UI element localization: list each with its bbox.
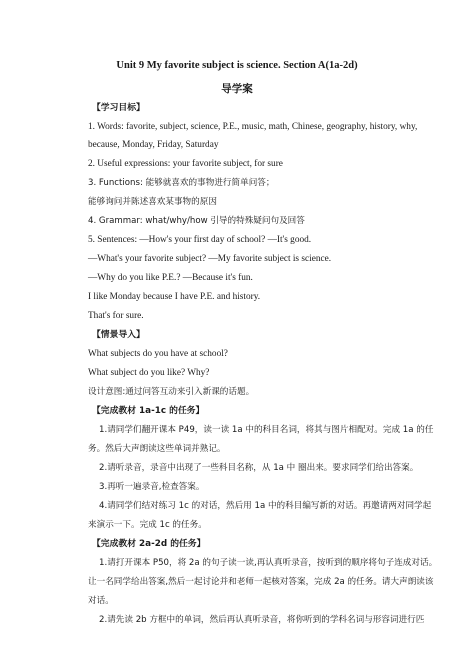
text-line: 2. Useful expressions: your favorite subject, for sure (88, 159, 283, 169)
text-line: 2.请先读 2b 方框中的单词，然后再认真听录音，将你听到的学科名词与形容词进行匹 (99, 615, 425, 625)
text-line: 4. Grammar: what/why/how 引导的特殊疑问句及回答 (88, 216, 305, 226)
text-line: 对话。 (88, 596, 114, 606)
text-line: 5. Sentences: —How's your first day of school? —It's good. (88, 235, 312, 245)
document-title: Unit 9 My favorite subject is science. Section A(1a-2d) (116, 60, 358, 71)
text-line: 1.请同学们翻开课本 P49，读一读 1a 中的科目名词，将其与图片相配对。完成 1a 的任 (99, 425, 434, 435)
text-line: 1.请打开课本 P50，将 2a 的句子读一读,再认真听录音，按听到的顺序将句子连成对话。 (99, 558, 438, 568)
text-line: 让一名同学给出答案,然后一起讨论并和老师一起核对答案，完成 2a 的任务。请大声朗读该 (88, 577, 434, 587)
text-line: —Why do you like P.E.? —Because it's fun. (88, 273, 253, 283)
text-line: 能够询问并陈述喜欢某事物的原因 (88, 197, 217, 207)
text-line: I like Monday because I have P.E. and history. (88, 292, 261, 302)
text-line: 3.再听一遍录音,检查答案。 (99, 482, 205, 492)
text-line: because, Monday, Friday, Saturday (88, 140, 219, 150)
text-line: 2.请听录音，录音中出现了一些科目名称，从 1a 中 圈出来。要求同学们给出答案。 (99, 463, 419, 473)
text-line: 3. Functions: 能够就喜欢的事物进行简单问答； (88, 178, 275, 188)
text-line: 1. Words: favorite, subject, science, P.E., music, math, Chinese, geography, history, why, (88, 122, 418, 132)
text-line: 务。然后大声朗读这些单词并熟记。 (88, 444, 226, 454)
text-line: 4.请同学们结对练习 1c 的对话，然后用 1a 中的科目编写新的对话。再邀请两对同学起 (99, 501, 432, 511)
text-line: 来演示一下。完成 1c 的任务。 (88, 520, 207, 530)
text-line: What subject do you like? Why? (88, 368, 210, 378)
text-line: What subjects do you have at school? (88, 349, 228, 359)
text-line: That's for sure. (88, 311, 144, 321)
section-heading-tasks-1a-1c: 【完成教材 1a-1c 的任务】 (92, 406, 205, 416)
section-heading-situation-intro: 【情景导入】 (92, 330, 145, 340)
text-line: 设计意图:通过问答互动来引入新课的话题。 (88, 387, 255, 397)
text-line: —What's your favorite subject? —My favorite subject is science. (88, 254, 332, 264)
section-heading-tasks-2a-2d: 【完成教材 2a-2d 的任务】 (92, 539, 206, 549)
section-heading-learning-goals: 【学习目标】 (92, 103, 145, 113)
document-subtitle: 导学案 (221, 83, 253, 95)
